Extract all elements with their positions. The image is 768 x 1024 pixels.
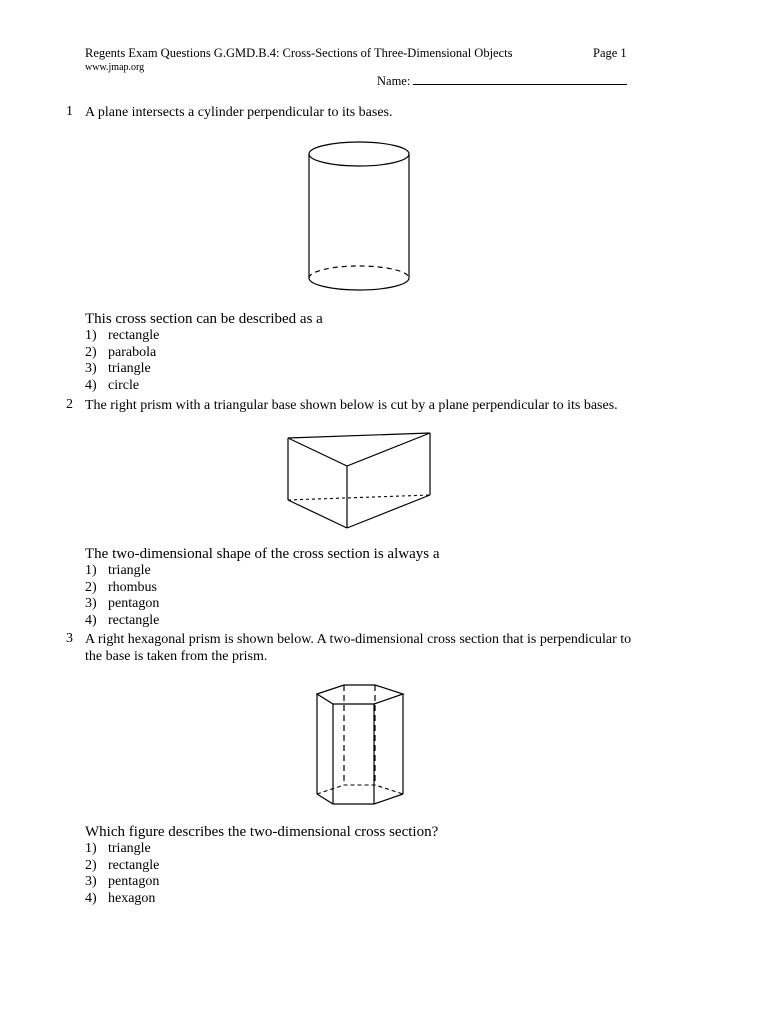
choice[interactable]: 4) hexagon xyxy=(85,890,156,906)
question-2-number: 2 xyxy=(66,397,73,412)
page-number: Page 1 xyxy=(593,46,627,60)
name-blank-line[interactable] xyxy=(413,73,627,85)
choice[interactable]: 4) rectangle xyxy=(85,612,160,628)
header-title: Regents Exam Questions G.GMD.B.4: Cross-Sections of Three-Dimensional Objects xyxy=(85,46,513,60)
question-2-text: The right prism with a triangular base shown below is cut by a plane perpendicular to its bases. xyxy=(85,398,618,413)
question-2-stem: The two-dimensional shape of the cross section is always a xyxy=(85,546,440,562)
choice[interactable]: 3) triangle xyxy=(85,361,151,376)
question-3-text xyxy=(85,631,645,665)
question-2-choices xyxy=(85,563,159,629)
choice[interactable]: 2) rhombus xyxy=(85,579,157,595)
question-1-choices xyxy=(85,328,159,394)
question-3-text-line-2: the base is taken from the prism. xyxy=(85,649,268,664)
choice[interactable]: 1) rectangle xyxy=(85,328,160,343)
choice[interactable]: 1) triangle xyxy=(85,841,151,856)
question-3-stem: Which figure describes the two-dimensional cross section? xyxy=(85,824,439,840)
question-1-number: 1 xyxy=(66,104,73,119)
hexagonal-prism-figure xyxy=(310,678,410,810)
choice[interactable]: 2) parabola xyxy=(85,344,157,360)
name-field xyxy=(377,73,627,89)
header-url: www.jmap.org xyxy=(85,62,145,73)
choice[interactable]: 1) triangle xyxy=(85,563,151,578)
question-1-text: A plane intersects a cylinder perpendicular to its bases. xyxy=(85,105,393,120)
question-3-text-line-1: A right hexagonal prism is shown below. A two-dimensional cross section that is perpendicular to xyxy=(85,632,632,647)
choice[interactable]: 3) pentagon xyxy=(85,596,160,611)
cylinder-figure xyxy=(300,138,420,298)
choice[interactable]: 2) rectangle xyxy=(85,857,160,873)
choice[interactable]: 4) circle xyxy=(85,377,140,393)
question-1-stem: This cross section can be described as a xyxy=(85,311,323,327)
question-3-number: 3 xyxy=(66,631,73,646)
choice[interactable]: 3) pentagon xyxy=(85,874,160,889)
question-3-choices xyxy=(85,841,159,907)
triangular-prism-figure xyxy=(280,428,440,538)
name-label: Name: xyxy=(377,74,411,88)
